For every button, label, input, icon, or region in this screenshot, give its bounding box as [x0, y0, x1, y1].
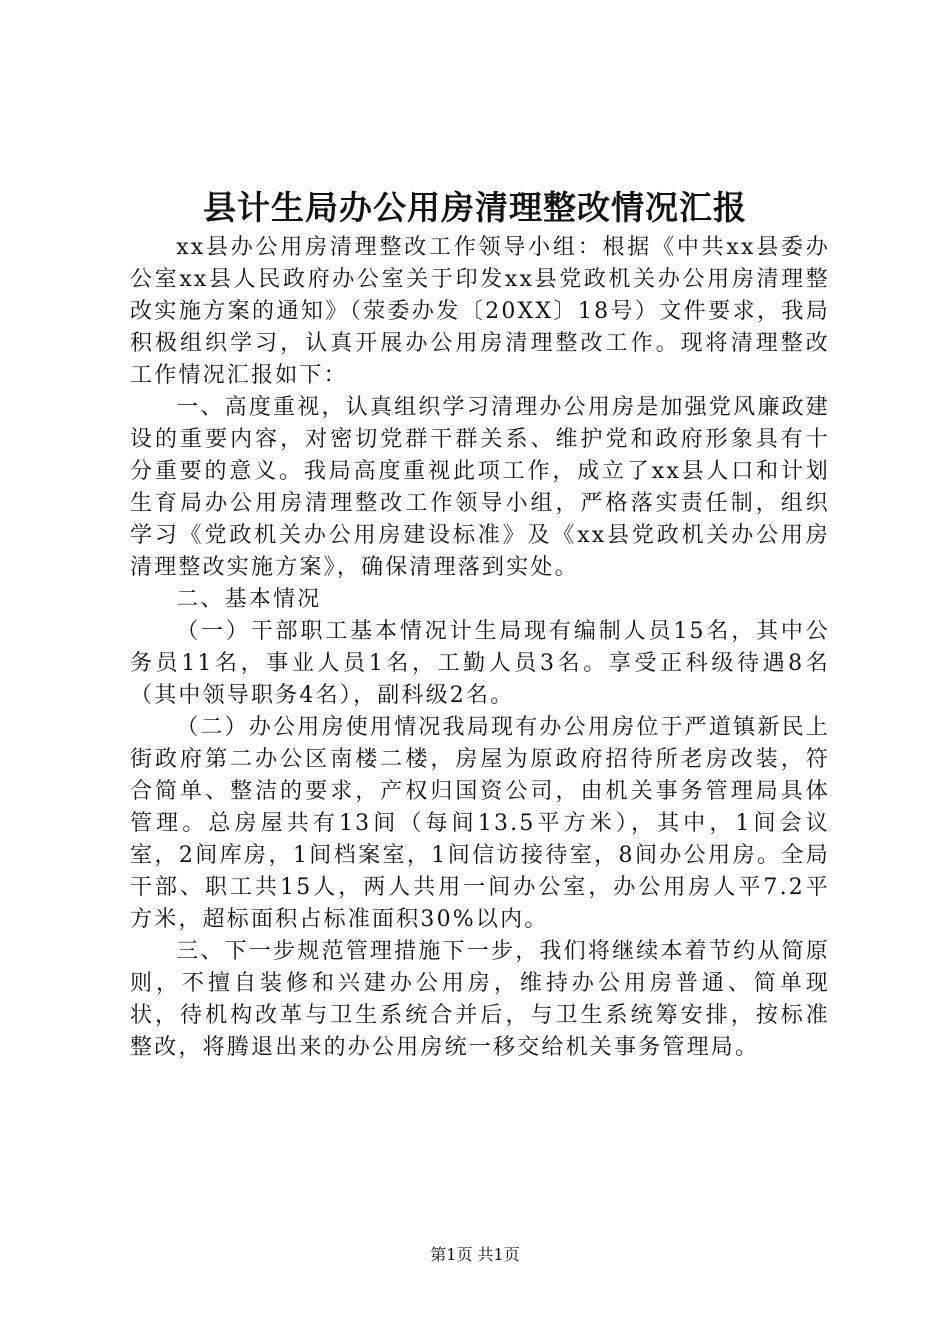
intro-paragraph: xx县办公用房清理整改工作领导小组：根据《中共xx县委办公室xx县人民政府办公室关于印发xx县党政机关办公用房清理整改实施方案的通知》（荥委办发〔20XX〕18号）文件要求，我局积极组织学习，认真开展办公用房清理整改工作。现将清理整改工作情况汇报如下： — [130, 235, 830, 388]
section-2-1-paragraph: （一）干部职工基本情况计生局现有编制人员15名，其中公务员11名，事业人员1名，工勤人员3名。享受正科级待遇8名（其中领导职务4名），副科级2名。 — [130, 619, 830, 708]
section-2-2-paragraph: （二）办公用房使用情况我局现有办公用房位于严道镇新民上街政府第二办公区南楼二楼，房屋为原政府招待所老房改装，符合简单、整洁的要求，产权归国资公司，由机关事务管理局具体管理。总房屋共有13间（每间13.5平方米），其中，1间会议室，2间库房，1间档案室，1间信访接待室，8间办公用房。全局干部、职工共15人，两人共用一间办公室，办公用房人平7.2平方米，超标面积占标准面积30%以内。 — [130, 715, 830, 932]
document-title: 县计生局办公用房清理整改情况汇报 — [203, 188, 747, 227]
document-body — [130, 232, 830, 1064]
page-number-footer: 第1页 共1页 — [430, 1245, 520, 1264]
section-1-paragraph: 一、高度重视，认真组织学习清理办公用房是加强党风廉政建设的重要内容，对密切党群干群关系、维护党和政府形象具有十分重要的意义。我局高度重视此项工作，成立了xx县人口和计划生育局办公用房清理整改工作领导小组，严格落实责任制，组织学习《党政机关办公用房建设标准》及《xx县党政机关办公用房清理整改实施方案》，确保清理落到实处。 — [130, 395, 830, 580]
section-2-heading: 二、基本情况 — [176, 587, 322, 612]
section-3-paragraph: 三、下一步规范管理措施下一步，我们将继续本着节约从简原则，不擅自装修和兴建办公用房，维持办公用房普通、简单现状，待机构改革与卫生系统合并后，与卫生系统筹安排，按标准整改，将腾退出来的办公用房统一移交给机关事务管理局。 — [130, 939, 830, 1060]
